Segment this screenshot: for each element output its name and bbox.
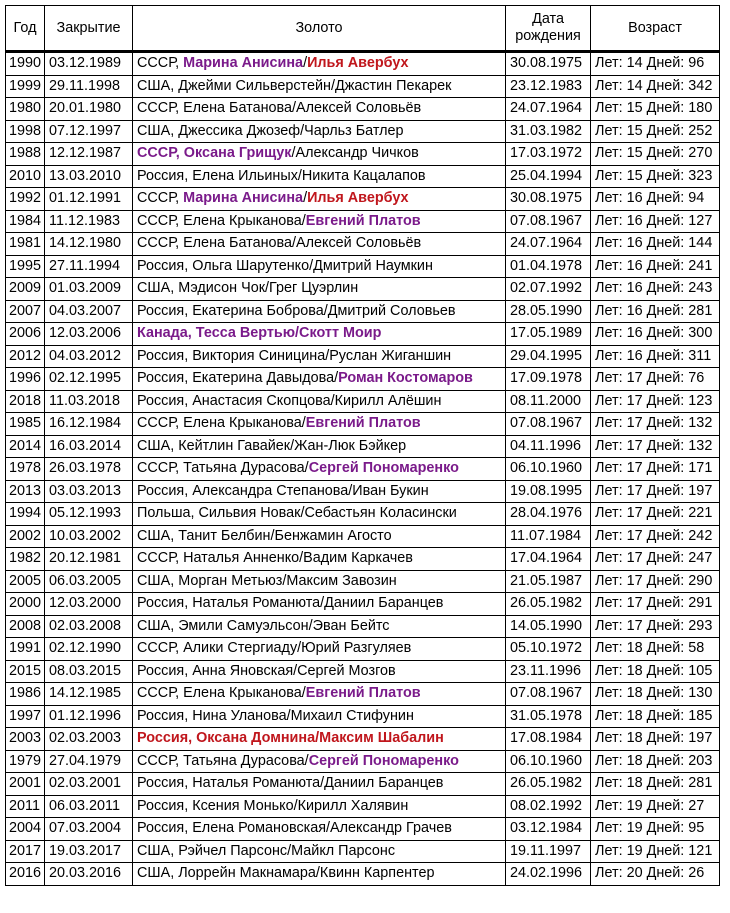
cell-age: Лет: 19 Дней: 121: [591, 840, 720, 863]
header-closing: Закрытие: [45, 6, 133, 52]
header-year: Год: [6, 6, 45, 52]
cell-age: Лет: 17 Дней: 132: [591, 435, 720, 458]
cell-gold: [133, 863, 506, 886]
cell-year: 1982: [6, 548, 45, 571]
gold-text: СССР, Татьяна Дурасова/: [137, 460, 309, 477]
header-gold: Золото: [133, 6, 506, 52]
gold-text: Россия, Анна Яновская/Сергей Мозгов: [137, 662, 396, 679]
cell-gold: [133, 750, 506, 773]
cell-closing: 06.03.2011: [45, 795, 133, 818]
cell-birth-date: 04.11.1996: [506, 435, 591, 458]
cell-gold: [133, 75, 506, 98]
gold-highlighted-name: Сергей Пономаренко: [308, 752, 459, 769]
gold-text: Россия, Ксения Монько/Кирилл Халявин: [137, 797, 409, 814]
cell-birth-date: 23.11.1996: [506, 660, 591, 683]
gold-highlighted-name: Россия, Оксана Домнина/Максим Шабалин: [137, 730, 444, 747]
cell-age: Лет: 17 Дней: 197: [591, 480, 720, 503]
table-row: [6, 705, 720, 728]
cell-age: Лет: 16 Дней: 300: [591, 323, 720, 346]
cell-gold: [133, 368, 506, 391]
cell-birth-date: 28.05.1990: [506, 300, 591, 323]
cell-year: 2002: [6, 525, 45, 548]
cell-gold: [133, 210, 506, 233]
cell-closing: 02.03.2003: [45, 728, 133, 751]
cell-gold: [133, 233, 506, 256]
gold-text: /: [303, 190, 308, 207]
cell-age: Лет: 16 Дней: 311: [591, 345, 720, 368]
cell-year: 1986: [6, 683, 45, 706]
cell-birth-date: 19.11.1997: [506, 840, 591, 863]
cell-year: 1999: [6, 75, 45, 98]
gold-text: США, Кейтлин Гавайек/Жан-Люк Бэйкер: [137, 437, 407, 454]
cell-birth-date: 17.08.1984: [506, 728, 591, 751]
table-row: [6, 458, 720, 481]
cell-closing: 03.12.1989: [45, 52, 133, 76]
cell-closing: 20.03.2016: [45, 863, 133, 886]
table-row: [6, 525, 720, 548]
cell-birth-date: 30.08.1975: [506, 188, 591, 211]
gold-text: США, Эмили Самуэльсон/Эван Бейтс: [137, 617, 390, 634]
gold-text: США, Мэдисон Чок/Грег Цуэрлин: [137, 280, 359, 297]
gold-text: Россия, Елена Романовская/Александр Грачев: [137, 820, 452, 837]
table-row: [6, 390, 720, 413]
cell-closing: 14.12.1985: [45, 683, 133, 706]
cell-closing: 12.03.2000: [45, 593, 133, 616]
cell-year: 2004: [6, 818, 45, 841]
cell-closing: 04.03.2007: [45, 300, 133, 323]
gold-text: СССР,: [137, 55, 184, 72]
gold-highlighted-name: Евгений Платов: [305, 212, 421, 229]
gold-text: Россия, Ольга Шарутенко/Дмитрий Наумкин: [137, 257, 433, 274]
cell-age: Лет: 17 Дней: 76: [591, 368, 720, 391]
cell-birth-date: 26.05.1982: [506, 593, 591, 616]
cell-closing: 07.03.2004: [45, 818, 133, 841]
cell-birth-date: 01.04.1978: [506, 255, 591, 278]
cell-birth-date: 31.03.1982: [506, 120, 591, 143]
cell-gold: [133, 773, 506, 796]
cell-year: 1995: [6, 255, 45, 278]
cell-gold: [133, 548, 506, 571]
cell-birth-date: 17.09.1978: [506, 368, 591, 391]
cell-closing: 11.12.1983: [45, 210, 133, 233]
table-header-row: [6, 6, 720, 52]
cell-year: 2013: [6, 480, 45, 503]
cell-year: 2000: [6, 593, 45, 616]
cell-closing: 14.12.1980: [45, 233, 133, 256]
cell-year: 2017: [6, 840, 45, 863]
cell-closing: 03.03.2013: [45, 480, 133, 503]
gold-text: СССР,: [137, 190, 184, 207]
gold-text: СССР, Татьяна Дурасова/: [137, 752, 309, 769]
cell-year: 1988: [6, 143, 45, 166]
cell-year: 1994: [6, 503, 45, 526]
youngest-champions-table: [5, 5, 720, 886]
gold-highlighted-name: Роман Костомаров: [338, 370, 473, 387]
cell-closing: 02.12.1990: [45, 638, 133, 661]
cell-birth-date: 07.08.1967: [506, 210, 591, 233]
gold-text: Россия, Наталья Романюта/Даниил Баранцев: [137, 595, 444, 612]
cell-age: Лет: 17 Дней: 247: [591, 548, 720, 571]
cell-year: 1997: [6, 705, 45, 728]
cell-year: 2016: [6, 863, 45, 886]
cell-birth-date: 06.10.1960: [506, 458, 591, 481]
gold-text: США, Морган Метьюз/Максим Завозин: [137, 572, 397, 589]
cell-closing: 01.03.2009: [45, 278, 133, 301]
cell-closing: 01.12.1991: [45, 188, 133, 211]
cell-birth-date: 14.05.1990: [506, 615, 591, 638]
cell-gold: [133, 165, 506, 188]
cell-year: 2003: [6, 728, 45, 751]
cell-year: 1984: [6, 210, 45, 233]
cell-age: Лет: 15 Дней: 252: [591, 120, 720, 143]
cell-year: 2010: [6, 165, 45, 188]
cell-closing: 12.12.1987: [45, 143, 133, 166]
gold-text: СССР, Елена Крыканова/: [137, 685, 306, 702]
cell-closing: 19.03.2017: [45, 840, 133, 863]
cell-age: Лет: 20 Дней: 26: [591, 863, 720, 886]
cell-gold: [133, 593, 506, 616]
table-row: [6, 750, 720, 773]
header-birth: [506, 6, 591, 52]
cell-birth-date: 23.12.1983: [506, 75, 591, 98]
cell-closing: 07.12.1997: [45, 120, 133, 143]
table-row: [6, 660, 720, 683]
cell-age: Лет: 16 Дней: 94: [591, 188, 720, 211]
gold-text: СССР, Елена Крыканова/: [137, 212, 306, 229]
gold-text: Россия, Анастасия Скопцова/Кирилл Алёшин: [137, 392, 442, 409]
cell-age: Лет: 18 Дней: 203: [591, 750, 720, 773]
table-row: [6, 52, 720, 76]
cell-closing: 04.03.2012: [45, 345, 133, 368]
cell-gold: [133, 683, 506, 706]
cell-birth-date: 26.05.1982: [506, 773, 591, 796]
cell-gold: [133, 143, 506, 166]
cell-birth-date: 08.02.1992: [506, 795, 591, 818]
gold-highlighted-name: Евгений Платов: [305, 685, 421, 702]
cell-age: Лет: 17 Дней: 171: [591, 458, 720, 481]
gold-text: СССР, Алики Стергиаду/Юрий Разгуляев: [137, 640, 412, 657]
cell-birth-date: 29.04.1995: [506, 345, 591, 368]
cell-birth-date: 08.11.2000: [506, 390, 591, 413]
cell-year: 2007: [6, 300, 45, 323]
table-row: [6, 413, 720, 436]
cell-gold: [133, 188, 506, 211]
table-row: [6, 165, 720, 188]
cell-birth-date: 25.04.1994: [506, 165, 591, 188]
cell-year: 1990: [6, 52, 45, 76]
cell-gold: [133, 660, 506, 683]
cell-gold: [133, 323, 506, 346]
results-table-container: [5, 5, 720, 886]
cell-age: Лет: 15 Дней: 270: [591, 143, 720, 166]
table-row: [6, 278, 720, 301]
cell-age: Лет: 17 Дней: 291: [591, 593, 720, 616]
cell-gold: [133, 255, 506, 278]
cell-age: Лет: 16 Дней: 281: [591, 300, 720, 323]
table-row: [6, 503, 720, 526]
cell-year: 2012: [6, 345, 45, 368]
cell-gold: [133, 840, 506, 863]
cell-year: 2009: [6, 278, 45, 301]
table-row: [6, 548, 720, 571]
header-birth-line1: Дата: [532, 11, 564, 27]
gold-text: США, Джессика Джозеф/Чарльз Батлер: [137, 122, 404, 139]
cell-year: 1981: [6, 233, 45, 256]
gold-text: Россия, Александра Степанова/Иван Букин: [137, 482, 429, 499]
cell-closing: 08.03.2015: [45, 660, 133, 683]
cell-closing: 02.12.1995: [45, 368, 133, 391]
cell-closing: 27.04.1979: [45, 750, 133, 773]
cell-age: Лет: 16 Дней: 243: [591, 278, 720, 301]
cell-age: Лет: 17 Дней: 290: [591, 570, 720, 593]
cell-gold: [133, 435, 506, 458]
gold-highlighted-name: Марина Анисина: [183, 190, 304, 207]
cell-closing: 02.03.2001: [45, 773, 133, 796]
cell-year: 2005: [6, 570, 45, 593]
cell-age: Лет: 16 Дней: 127: [591, 210, 720, 233]
gold-text: США, Джейми Сильверстейн/Джастин Пекарек: [137, 77, 452, 94]
cell-gold: [133, 570, 506, 593]
cell-closing: 06.03.2005: [45, 570, 133, 593]
cell-birth-date: 19.08.1995: [506, 480, 591, 503]
table-row: [6, 683, 720, 706]
cell-gold: [133, 818, 506, 841]
cell-closing: 11.03.2018: [45, 390, 133, 413]
gold-text: Польша, Сильвия Новак/Себастьян Коласински: [137, 505, 457, 522]
gold-highlighted-name: Илья Авербух: [307, 55, 409, 72]
cell-birth-date: 11.07.1984: [506, 525, 591, 548]
cell-birth-date: 06.10.1960: [506, 750, 591, 773]
table-row: [6, 863, 720, 886]
cell-birth-date: 07.08.1967: [506, 413, 591, 436]
cell-age: Лет: 18 Дней: 130: [591, 683, 720, 706]
gold-text: США, Танит Белбин/Бенжамин Агосто: [137, 527, 392, 544]
cell-birth-date: 30.08.1975: [506, 52, 591, 76]
cell-year: 1979: [6, 750, 45, 773]
table-row: [6, 795, 720, 818]
table-row: [6, 98, 720, 121]
cell-age: Лет: 14 Дней: 342: [591, 75, 720, 98]
gold-text: Россия, Екатерина Давыдова/: [137, 370, 339, 387]
cell-closing: 10.03.2002: [45, 525, 133, 548]
table-row: [6, 638, 720, 661]
cell-age: Лет: 16 Дней: 144: [591, 233, 720, 256]
cell-year: 1996: [6, 368, 45, 391]
table-row: [6, 840, 720, 863]
cell-gold: [133, 98, 506, 121]
cell-age: Лет: 15 Дней: 323: [591, 165, 720, 188]
cell-gold: [133, 638, 506, 661]
cell-year: 2018: [6, 390, 45, 413]
cell-age: Лет: 18 Дней: 281: [591, 773, 720, 796]
cell-age: Лет: 17 Дней: 123: [591, 390, 720, 413]
cell-year: 2011: [6, 795, 45, 818]
cell-birth-date: 24.02.1996: [506, 863, 591, 886]
gold-text: Россия, Наталья Романюта/Даниил Баранцев: [137, 775, 444, 792]
cell-year: 1991: [6, 638, 45, 661]
table-row: [6, 480, 720, 503]
cell-gold: [133, 300, 506, 323]
cell-birth-date: 03.12.1984: [506, 818, 591, 841]
cell-gold: [133, 278, 506, 301]
table-row: [6, 210, 720, 233]
cell-closing: 02.03.2008: [45, 615, 133, 638]
cell-gold: [133, 52, 506, 76]
cell-closing: 01.12.1996: [45, 705, 133, 728]
cell-birth-date: 17.04.1964: [506, 548, 591, 571]
cell-closing: 16.03.2014: [45, 435, 133, 458]
cell-closing: 13.03.2010: [45, 165, 133, 188]
header-birth-line2: рождения: [515, 28, 581, 44]
table-row: [6, 188, 720, 211]
table-row: [6, 593, 720, 616]
cell-gold: [133, 795, 506, 818]
cell-birth-date: 24.07.1964: [506, 98, 591, 121]
gold-text: Россия, Нина Уланова/Михаил Стифунин: [137, 707, 414, 724]
gold-highlighted-name: Илья Авербух: [307, 190, 409, 207]
table-row: [6, 143, 720, 166]
gold-text: СССР, Наталья Анненко/Вадим Каркачев: [137, 550, 413, 567]
cell-closing: 26.03.1978: [45, 458, 133, 481]
cell-age: Лет: 16 Дней: 241: [591, 255, 720, 278]
cell-birth-date: 07.08.1967: [506, 683, 591, 706]
cell-age: Лет: 18 Дней: 105: [591, 660, 720, 683]
cell-age: Лет: 17 Дней: 242: [591, 525, 720, 548]
cell-age: Лет: 15 Дней: 180: [591, 98, 720, 121]
cell-year: 2008: [6, 615, 45, 638]
table-row: [6, 300, 720, 323]
cell-year: 1985: [6, 413, 45, 436]
cell-birth-date: 02.07.1992: [506, 278, 591, 301]
cell-gold: [133, 503, 506, 526]
cell-year: 1980: [6, 98, 45, 121]
gold-highlighted-name: Канада, Тесса Вертью/Скотт Моир: [137, 325, 382, 342]
table-row: [6, 233, 720, 256]
table-row: [6, 345, 720, 368]
table-body: [6, 52, 720, 886]
gold-text: США, Лоррейн Макнамара/Квинн Карпентер: [137, 865, 435, 882]
table-row: [6, 570, 720, 593]
cell-birth-date: 28.04.1976: [506, 503, 591, 526]
gold-text: СССР, Елена Батанова/Алексей Соловьёв: [137, 100, 422, 117]
cell-birth-date: 17.03.1972: [506, 143, 591, 166]
cell-year: 2001: [6, 773, 45, 796]
gold-text: /: [303, 55, 308, 72]
cell-closing: 16.12.1984: [45, 413, 133, 436]
cell-birth-date: 31.05.1978: [506, 705, 591, 728]
gold-text: Россия, Екатерина Боброва/Дмитрий Соловьев: [137, 302, 456, 319]
cell-birth-date: 05.10.1972: [506, 638, 591, 661]
cell-age: Лет: 19 Дней: 95: [591, 818, 720, 841]
cell-age: Лет: 18 Дней: 58: [591, 638, 720, 661]
cell-closing: 12.03.2006: [45, 323, 133, 346]
cell-gold: [133, 120, 506, 143]
cell-birth-date: 17.05.1989: [506, 323, 591, 346]
cell-year: 1978: [6, 458, 45, 481]
gold-highlighted-name: СССР, Оксана Грищук: [137, 145, 292, 162]
gold-text: США, Рэйчел Парсонс/Майкл Парсонс: [137, 842, 396, 859]
cell-closing: 20.01.1980: [45, 98, 133, 121]
cell-closing: 20.12.1981: [45, 548, 133, 571]
cell-age: Лет: 17 Дней: 132: [591, 413, 720, 436]
gold-highlighted-name: Марина Анисина: [183, 55, 304, 72]
cell-age: Лет: 19 Дней: 27: [591, 795, 720, 818]
cell-year: 2014: [6, 435, 45, 458]
cell-age: Лет: 18 Дней: 185: [591, 705, 720, 728]
cell-gold: [133, 345, 506, 368]
cell-closing: 05.12.1993: [45, 503, 133, 526]
cell-year: 1998: [6, 120, 45, 143]
table-row: [6, 435, 720, 458]
cell-gold: [133, 480, 506, 503]
cell-gold: [133, 705, 506, 728]
cell-gold: [133, 413, 506, 436]
gold-text: /Александр Чичков: [291, 145, 419, 162]
table-row: [6, 323, 720, 346]
cell-age: Лет: 17 Дней: 221: [591, 503, 720, 526]
gold-text: Россия, Виктория Синицина/Руслан Жиганшин: [137, 347, 452, 364]
cell-closing: 29.11.1998: [45, 75, 133, 98]
table-row: [6, 615, 720, 638]
cell-gold: [133, 525, 506, 548]
cell-year: 1992: [6, 188, 45, 211]
table-row: [6, 728, 720, 751]
gold-highlighted-name: Евгений Платов: [305, 415, 421, 432]
gold-text: Россия, Елена Ильиных/Никита Кацалапов: [137, 167, 426, 184]
cell-year: 2006: [6, 323, 45, 346]
cell-gold: [133, 458, 506, 481]
cell-gold: [133, 615, 506, 638]
table-row: [6, 120, 720, 143]
cell-birth-date: 24.07.1964: [506, 233, 591, 256]
cell-age: Лет: 17 Дней: 293: [591, 615, 720, 638]
gold-text: СССР, Елена Батанова/Алексей Соловьёв: [137, 235, 422, 252]
cell-gold: [133, 390, 506, 413]
cell-birth-date: 21.05.1987: [506, 570, 591, 593]
table-row: [6, 75, 720, 98]
header-age: Возраст: [591, 6, 720, 52]
table-row: [6, 255, 720, 278]
cell-gold: [133, 728, 506, 751]
cell-closing: 27.11.1994: [45, 255, 133, 278]
table-row: [6, 818, 720, 841]
cell-year: 2015: [6, 660, 45, 683]
cell-age: Лет: 14 Дней: 96: [591, 52, 720, 76]
gold-highlighted-name: Сергей Пономаренко: [308, 460, 459, 477]
table-row: [6, 368, 720, 391]
gold-text: СССР, Елена Крыканова/: [137, 415, 306, 432]
cell-age: Лет: 18 Дней: 197: [591, 728, 720, 751]
table-row: [6, 773, 720, 796]
